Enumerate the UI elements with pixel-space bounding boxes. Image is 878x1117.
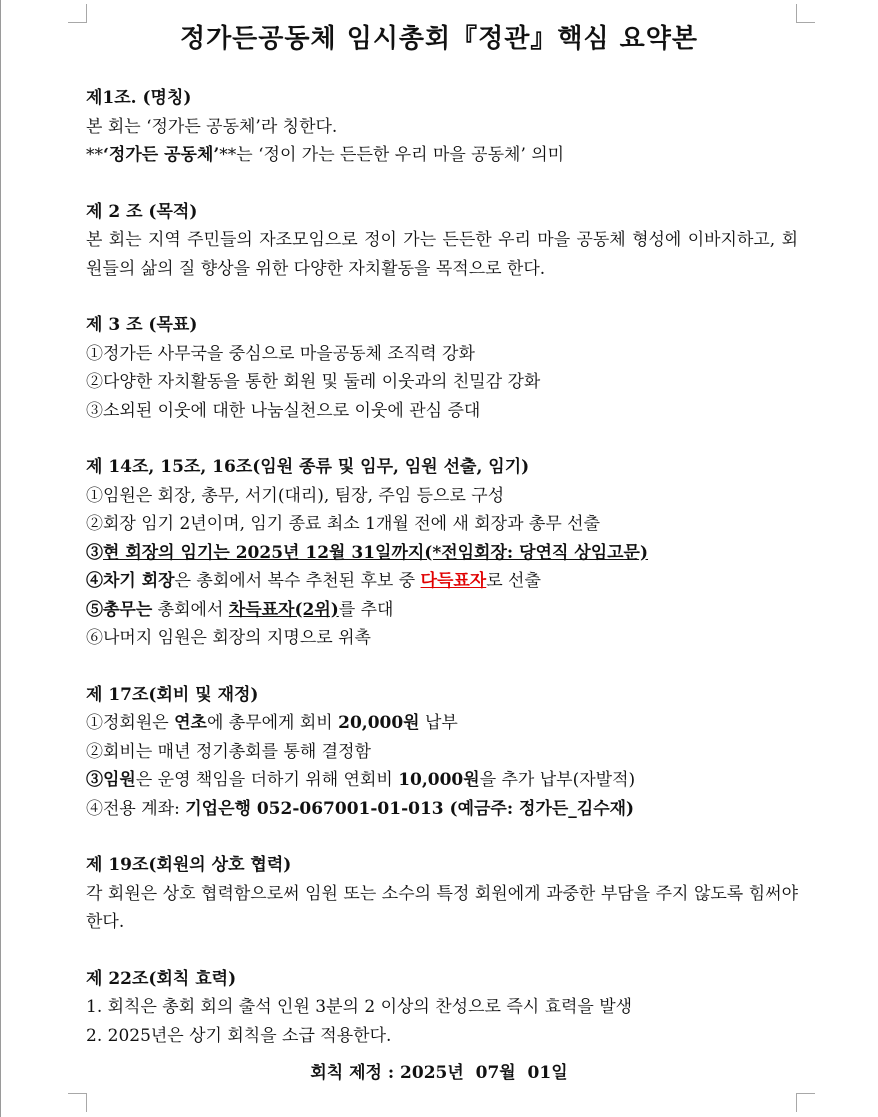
text: 은 운영 책임을 더하기 위해 연회비 [135, 770, 399, 790]
text-bold: ⑤총무는 [86, 599, 153, 620]
text: ①정회원은 [86, 713, 175, 733]
article-1-title: 제1조. (명칭) [86, 88, 192, 108]
text: 에 총무에게 회비 [206, 713, 339, 733]
margin-corner-bottom-right [796, 1093, 815, 1112]
article-14-item-5 [86, 596, 798, 625]
article-14-item-4 [86, 567, 798, 596]
article-17-item-3 [86, 766, 798, 795]
text-highlight-red: 다득표자 [420, 571, 487, 591]
text: ③ [86, 542, 103, 563]
text: 를 추대 [338, 599, 394, 620]
article-17-title: 제 17조(회비 및 재정) [86, 684, 259, 705]
article-14-item-1: ①임원은 회장, 총무, 서기(대리), 팀장, 주임 등으로 구성 [86, 485, 505, 506]
page-edge [0, 0, 1, 1117]
text: 나눔실천으로 [250, 400, 350, 421]
document-body [86, 84, 798, 1050]
text-bold: ‘정가든 공동체’ [103, 145, 220, 165]
text: 은 총회에서 복수 추천된 후보 중 [174, 571, 421, 591]
text: 총회에서 [152, 599, 229, 620]
text-bold: 10,000원 [398, 770, 480, 790]
article-3-item-3 [86, 397, 798, 426]
text: ③소외된 이웃에 대한 [86, 400, 251, 421]
article-1-line-1: 본 회는 ‘정가든 공동체’라 칭한다. [86, 116, 338, 137]
document-title: 정가든공동체 임시총회『정관』핵심 요약본 [179, 24, 699, 54]
article-3-item-1: ①정가든 사무국을 중심으로 마을공동체 조직력 강화 [86, 343, 475, 364]
text-underlined: 현 회장의 임기는 2025년 12월 31일까지(*전임회장: 당연직 상임고문) [103, 542, 649, 563]
article-14-item-3 [86, 539, 798, 568]
text-bold: 20,000원 [338, 713, 420, 733]
article-14-title: 제 14조, 15조, 16조(임원 종류 및 임무, 임원 선출, 임기) [86, 457, 530, 477]
margin-corner-bottom-left [68, 1093, 87, 1112]
text: 납부 [419, 713, 458, 733]
article-2-text: 본 회는 지역 주민들의 자조모임으로 정이 가는 든든한 우리 마을 공동체 형성에 이바지하고, 회원들의 삶의 질 향상을 위한 다양한 자치활동을 목적으로 한다. [86, 230, 798, 279]
article-22-title: 제 22조(회칙 효력) [86, 968, 237, 989]
text: 로 선출 [486, 571, 541, 591]
text: **는 ‘정이 가는 든든한 우리 마을 공동체’ 의미 [219, 145, 565, 165]
text-bold: 연초 [174, 713, 207, 733]
text-bold: ③임원 [86, 770, 136, 790]
article-17-item-2: ②회비는 매년 정기총회를 통해 결정함 [86, 741, 371, 762]
text: ** [86, 145, 103, 165]
text-underlined: 차득표자(2위) [228, 599, 339, 620]
article-17-item-4 [86, 795, 798, 824]
article-14-item-2: ②회장 임기 2년이며, 임기 종료 최소 1개월 전에 새 회장과 총무 선출 [86, 514, 601, 534]
text-bold: ④차기 회장 [86, 571, 175, 591]
article-1-line-2 [86, 141, 798, 170]
article-22-item-1: 1. 회칙은 총회 회의 출석 인원 3분의 2 이상의 찬성으로 즉시 효력을 발생 [86, 997, 633, 1017]
article-14-item-6: ⑥나머지 임원은 회장의 지명으로 위촉 [86, 628, 371, 648]
article-2-title: 제 2 조 (목적) [86, 201, 198, 222]
article-19-text: 각 회원은 상호 협력함으로써 임원 또는 소수의 특정 회원에게 과중한 부담을 주지 않도록 힘써야 한다. [86, 883, 798, 932]
text: 이웃에 관심 증대 [349, 400, 481, 421]
bank-account: 기업은행 052-067001-01-013 (예금주: 정가든_김수재) [185, 798, 635, 819]
article-3-title: 제 3 조 (목표) [86, 315, 198, 335]
text: 을 추가 납부(자발적) [479, 770, 636, 790]
article-17-item-1 [86, 709, 798, 738]
enactment-date: 회칙 제정 : 2025년 07월 01일 [310, 1063, 568, 1083]
article-22-item-2: 2. 2025년은 상기 회칙을 소급 적용한다. [86, 1025, 392, 1046]
article-19-title: 제 19조(회원의 상호 협력) [86, 855, 292, 875]
text: ④전용 계좌: [86, 798, 186, 819]
article-3-item-2: ②다양한 자치활동을 통한 회원 및 둘레 이웃과의 친밀감 강화 [86, 372, 541, 392]
